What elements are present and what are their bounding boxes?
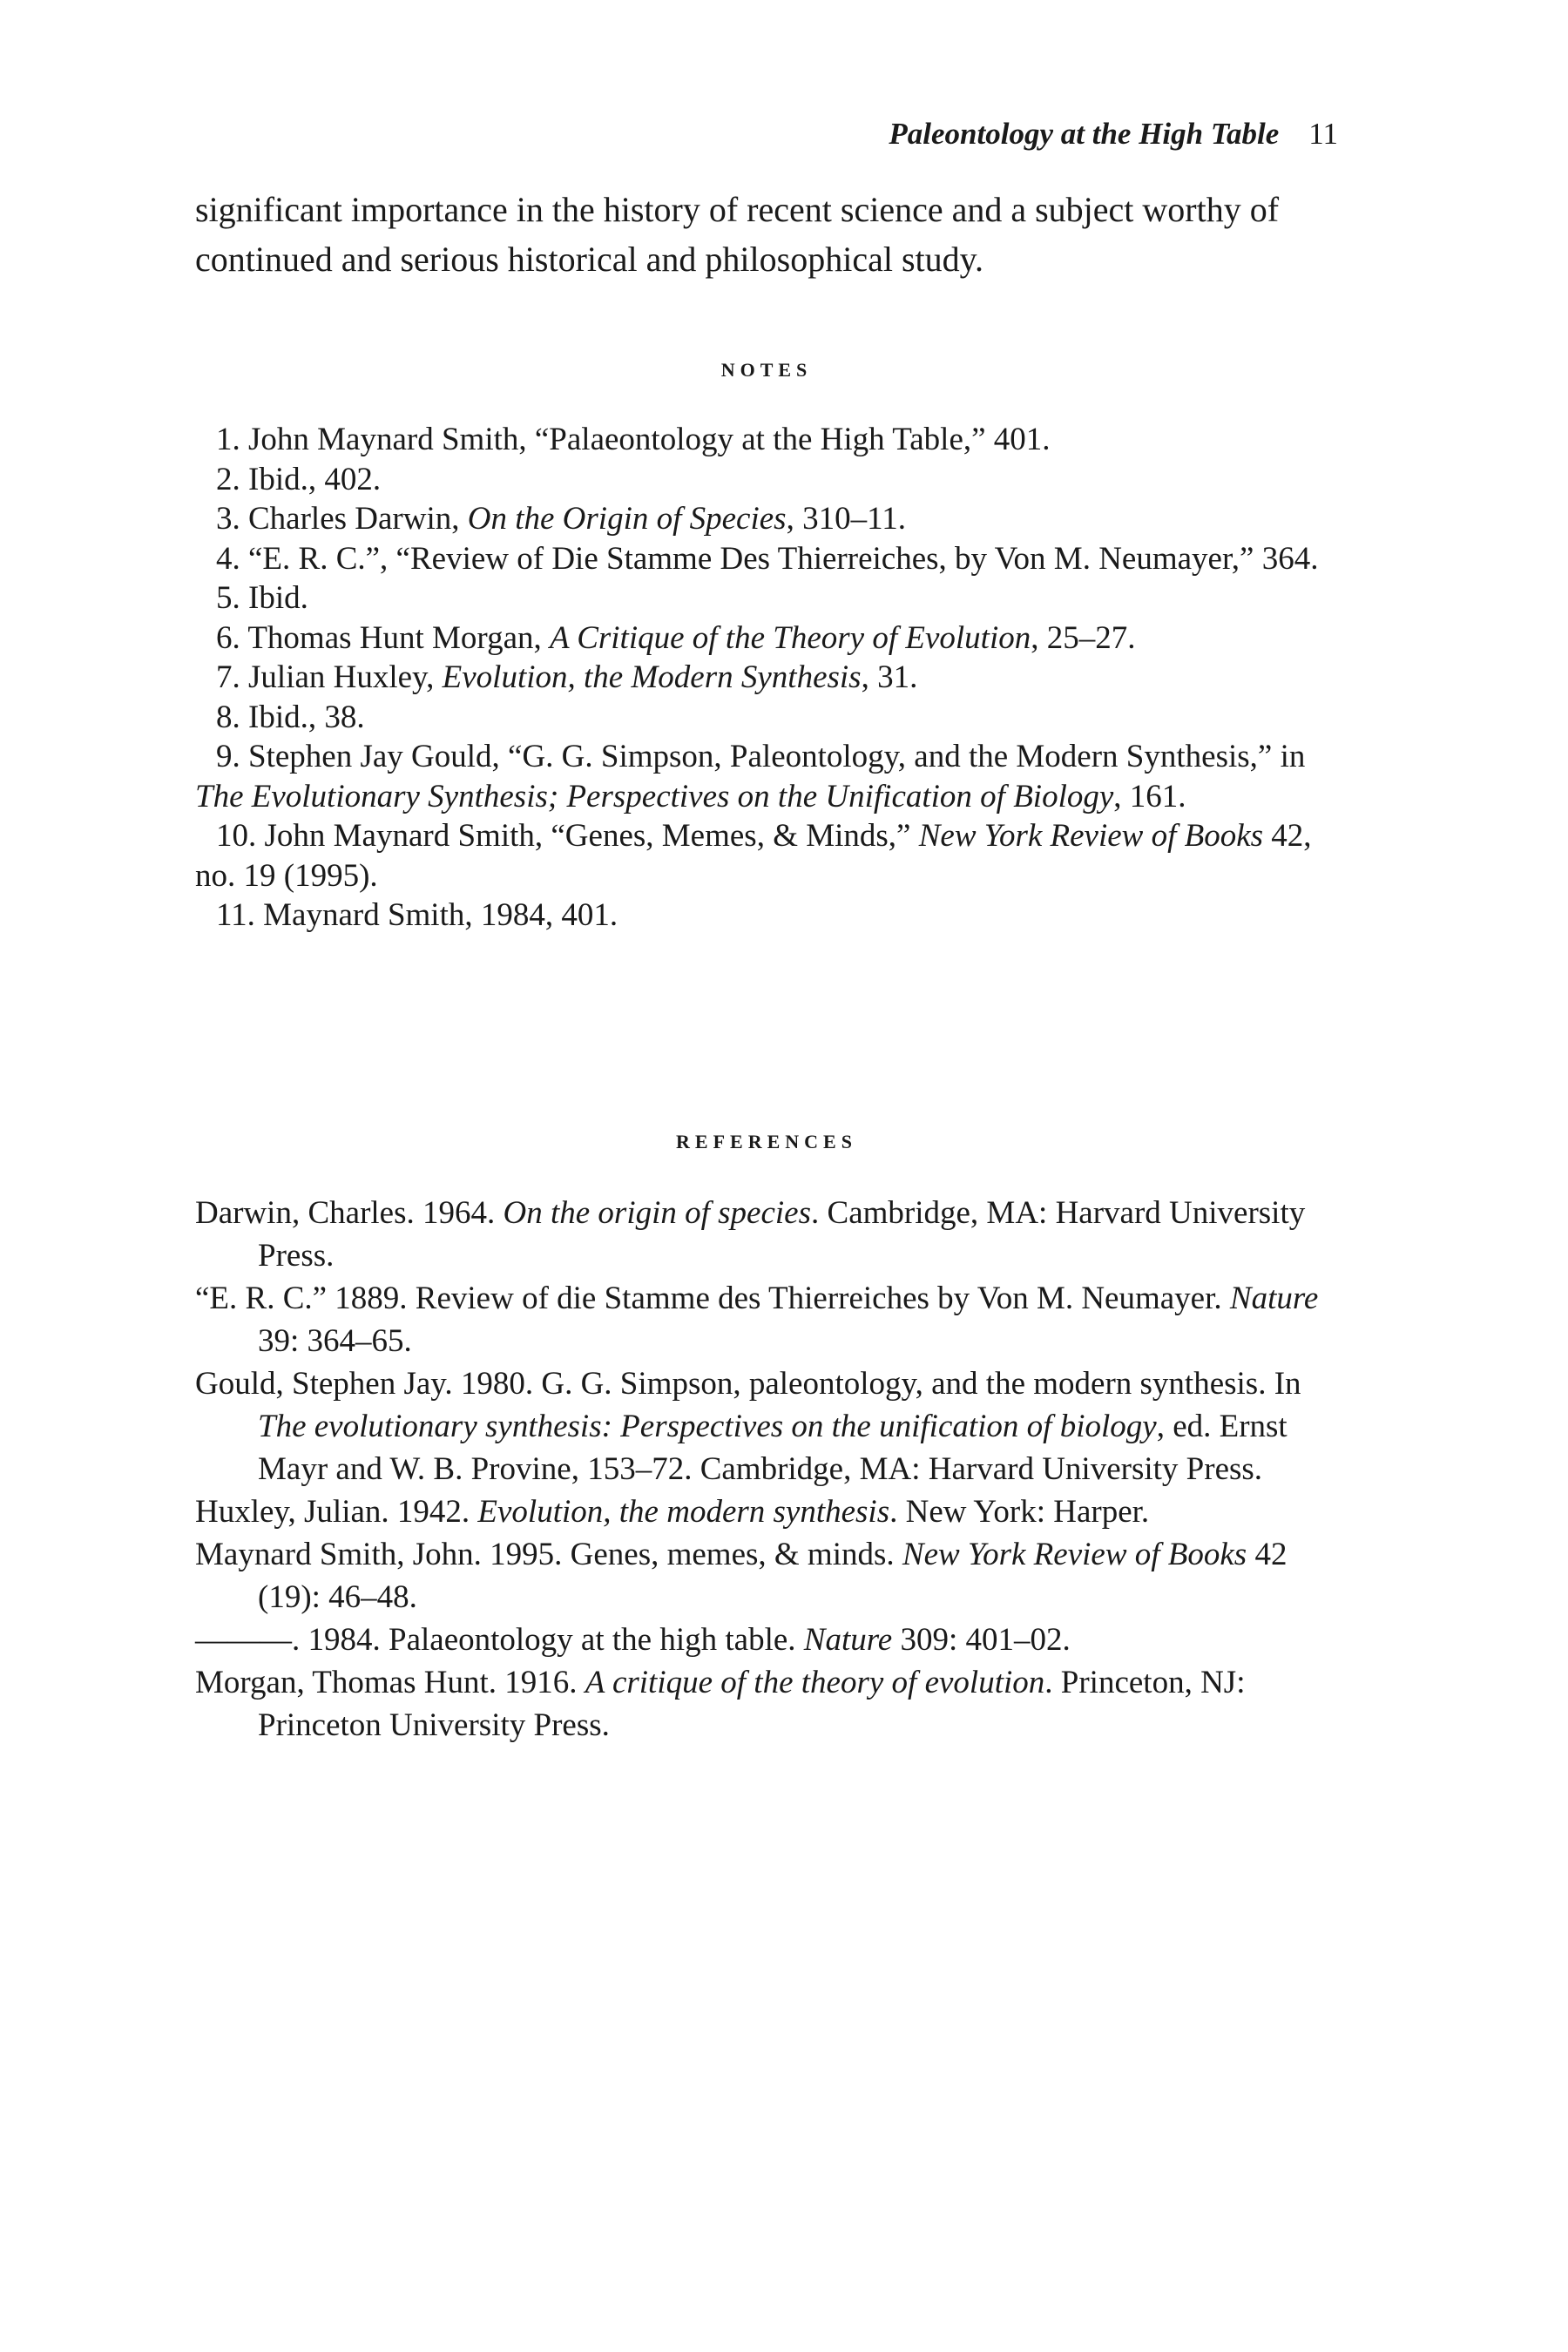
italic-title: The Evolutionary Synthesis; Perspectives on the Unification of Biology bbox=[195, 778, 1114, 814]
note-item: 11. Maynard Smith, 1984, 401. bbox=[216, 897, 618, 933]
reference-item: Huxley, Julian. 1942. Evolution, the modern synthesis. New York: Harper. bbox=[195, 1494, 1150, 1530]
reference-item: Maynard Smith, John. 1995. Genes, memes, & minds. New York Review of Books 42 (19): 46–48. bbox=[195, 1537, 1288, 1615]
note-item: 3. Charles Darwin, On the Origin of Species, 310–11. bbox=[216, 501, 906, 537]
italic-title: Evolution, the Modern Synthesis bbox=[442, 659, 862, 695]
italic-title: Nature bbox=[1229, 1281, 1319, 1316]
note-item: 10. John Maynard Smith, “Genes, Memes, & Minds,” New York Review of Books 42, no. 19 (1995). bbox=[195, 818, 1312, 894]
running-head-title: Paleontology at the High Table bbox=[889, 117, 1280, 151]
note-item: 5. Ibid. bbox=[216, 580, 308, 616]
references-list bbox=[195, 1192, 1338, 1747]
references-heading: REFERENCES bbox=[676, 1131, 857, 1152]
note-item: 8. Ibid., 38. bbox=[216, 699, 365, 735]
note-item: 6. Thomas Hunt Morgan, A Critique of the Theory of Evolution, 25–27. bbox=[216, 619, 1136, 656]
running-head bbox=[195, 115, 1338, 153]
reference-item: “E. R. C.” 1889. Review of die Stamme des Thierreiches by Von M. Neumayer. Nature 39: 364–65. bbox=[195, 1281, 1319, 1359]
italic-title: A Critique of the Theory of Evolution bbox=[550, 619, 1031, 656]
note-item: 1. John Maynard Smith, “Palaeontology at the High Table,” 401. bbox=[216, 422, 1051, 457]
reference-item: Morgan, Thomas Hunt. 1916. A critique of the theory of evolution. Princeton, NJ: Princeton University Press. bbox=[195, 1665, 1246, 1743]
italic-title: On the Origin of Species bbox=[467, 501, 787, 537]
note-item: 4. “E. R. C.”, “Review of Die Stamme Des Thierreiches, by Von M. Neumayer,” 364. bbox=[216, 540, 1319, 577]
notes-list bbox=[195, 420, 1338, 936]
italic-title: A critique of the theory of evolution bbox=[585, 1665, 1045, 1700]
note-item: 7. Julian Huxley, Evolution, the Modern Synthesis, 31. bbox=[216, 659, 918, 695]
reference-item: ———. 1984. Palaeontology at the high table. Nature 309: 401–02. bbox=[195, 1622, 1071, 1658]
italic-title: Evolution, the modern synthesis bbox=[477, 1494, 890, 1530]
note-item: 2. Ibid., 402. bbox=[216, 461, 382, 497]
italic-title: New York Review of Books bbox=[902, 1537, 1247, 1572]
italic-title: New York Review of Books bbox=[918, 818, 1264, 854]
note-item: 9. Stephen Jay Gould, “G. G. Simpson, Paleontology, and the Modern Synthesis,” in The Evolutionary Synthesis; Perspectives on the Unification of Biology, 161. bbox=[195, 739, 1306, 814]
italic-title: Nature bbox=[803, 1622, 893, 1658]
reference-item: Gould, Stephen Jay. 1980. G. G. Simpson, paleontology, and the modern synthesis. In The evolutionary synthesis: Perspectives on the unification of biology, ed. Ernst Mayr and W. B. Provine, 153–72. Cambridge, MA: Harvard University Press. bbox=[195, 1366, 1301, 1487]
body-paragraph: significant importance in the history of recent science and a subject worthy of continued and serious historical and philosophical study. bbox=[195, 190, 1280, 279]
reference-item: Darwin, Charles. 1964. On the origin of species. Cambridge, MA: Harvard University Press. bbox=[195, 1195, 1306, 1274]
notes-heading: NOTES bbox=[720, 359, 813, 381]
italic-title: The evolutionary synthesis: Perspectives on the unification of biology bbox=[258, 1409, 1157, 1444]
page-number: 11 bbox=[1308, 117, 1338, 151]
italic-title: On the origin of species bbox=[503, 1195, 812, 1231]
